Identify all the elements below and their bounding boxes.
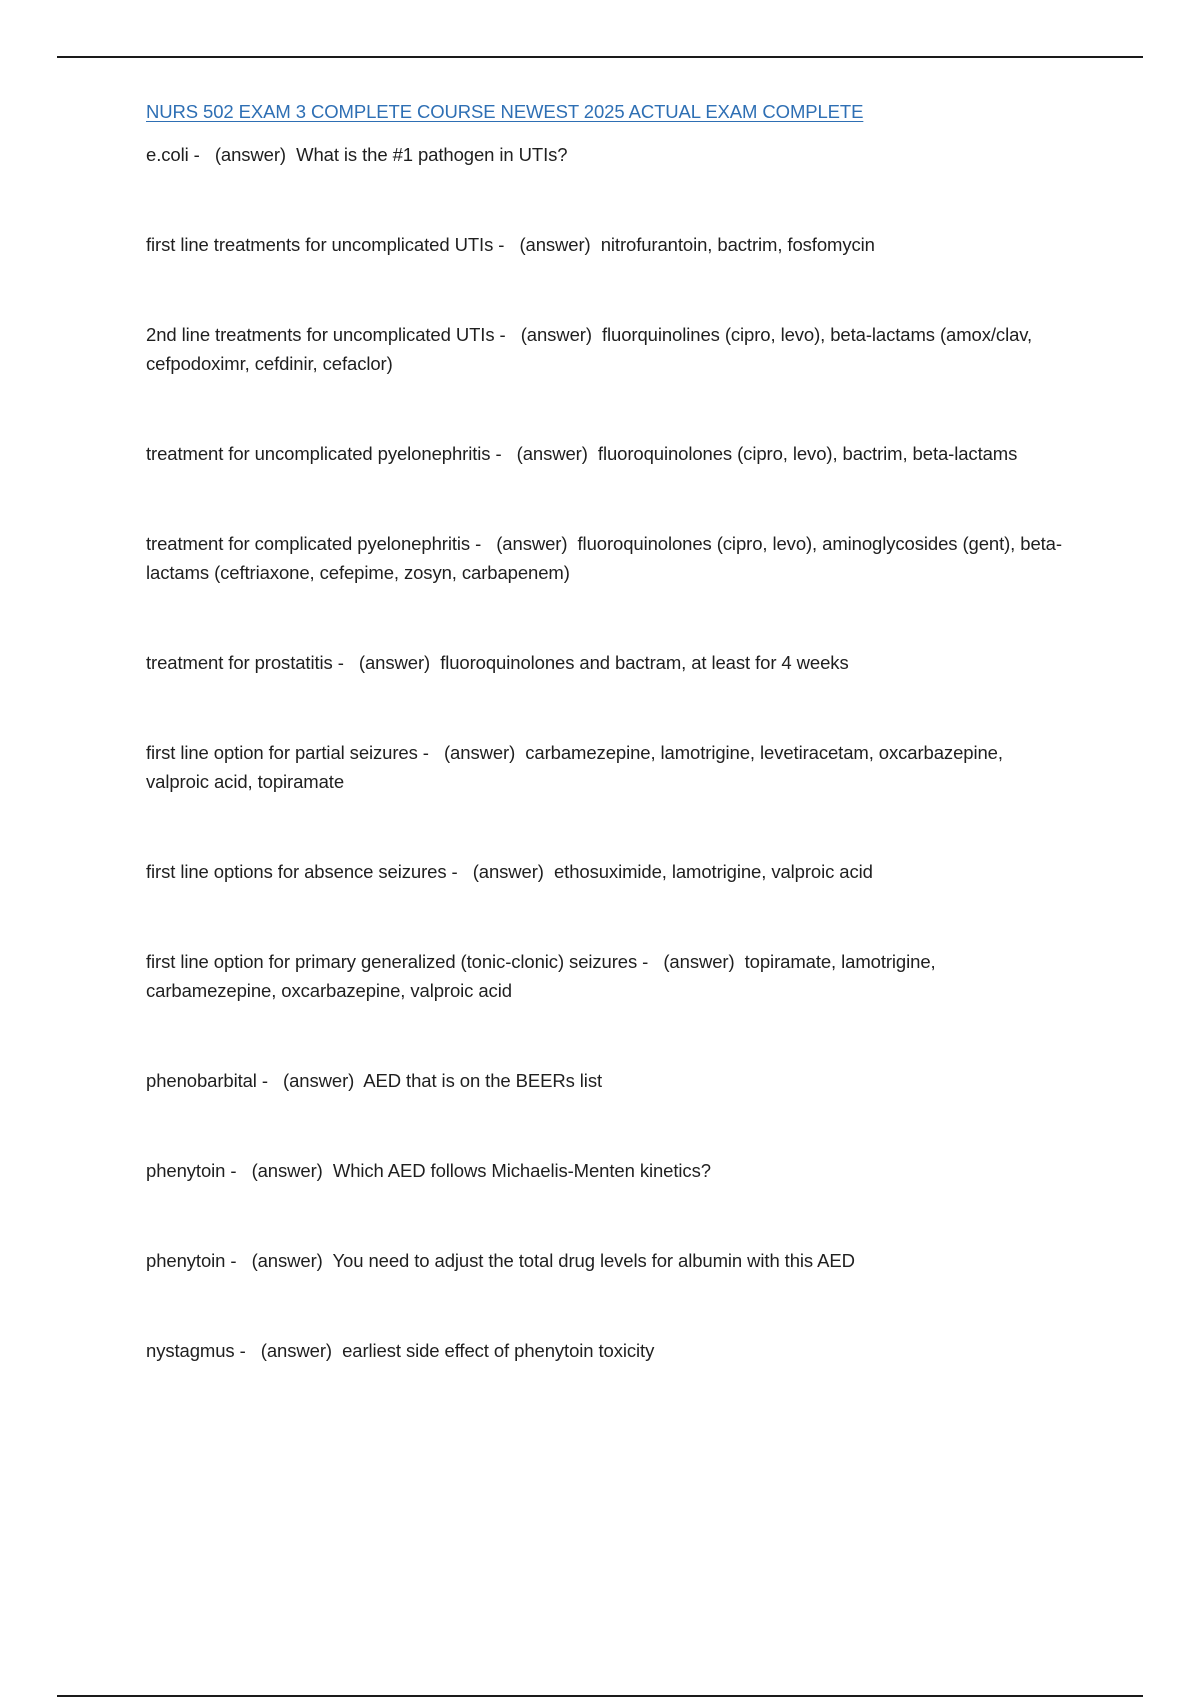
document-body bbox=[146, 98, 1066, 1426]
card-term: first line option for primary generalized (tonic-clonic) seizures - bbox=[146, 951, 649, 972]
card-definition: topiramate, lamotrigine, carbamezepine, oxcarbazepine, valproic acid bbox=[146, 951, 936, 1001]
card-term: nystagmus - bbox=[146, 1340, 246, 1361]
card-definition: earliest side effect of phenytoin toxicity bbox=[342, 1340, 655, 1361]
card-term: first line option for partial seizures - bbox=[146, 742, 429, 763]
card-term: 2nd line treatments for uncomplicated UTIs - bbox=[146, 324, 506, 345]
flashcard-item bbox=[146, 1246, 1066, 1275]
flashcard-item bbox=[146, 439, 1066, 468]
answer-marker: (answer) bbox=[472, 861, 544, 882]
card-term: treatment for complicated pyelonephritis - bbox=[146, 533, 482, 554]
answer-marker: (answer) bbox=[358, 652, 431, 673]
card-definition: You need to adjust the total drug levels for albumin with this AED bbox=[332, 1250, 855, 1271]
answer-marker: (answer) bbox=[283, 1070, 355, 1091]
card-definition: carbamezepine, lamotrigine, levetiracetam, oxcarbazepine, valproic acid, topiramate bbox=[146, 742, 1003, 792]
answer-marker: (answer) bbox=[251, 1160, 323, 1181]
card-definition: fluorquinolines (cipro, levo), beta-lactams (amox/clav, cefpodoximr, cefdinir, cefaclor) bbox=[146, 324, 1033, 374]
flashcard-item bbox=[146, 947, 1066, 1005]
flashcard-item bbox=[146, 857, 1066, 886]
flashcard-item bbox=[146, 140, 1066, 169]
card-term: phenytoin - bbox=[146, 1160, 237, 1181]
answer-marker: (answer) bbox=[260, 1340, 332, 1361]
flashcard-item bbox=[146, 529, 1066, 587]
card-definition: ethosuximide, lamotrigine, valproic acid bbox=[553, 861, 873, 882]
card-term: first line treatments for uncomplicated UTIs - bbox=[146, 234, 505, 255]
answer-marker: (answer) bbox=[663, 951, 735, 972]
card-definition: fluoroquinolones (cipro, levo), aminoglycosides (gent), beta-lactams (ceftriaxone, cefepime, zosyn, carbapenem) bbox=[146, 533, 1062, 583]
flashcard-item bbox=[146, 320, 1066, 378]
answer-marker: (answer) bbox=[519, 234, 591, 255]
flashcard-item bbox=[146, 1066, 1066, 1095]
header-rule bbox=[57, 56, 1143, 58]
card-term: phenytoin - bbox=[146, 1250, 237, 1271]
card-definition: fluoroquinolones and bactram, at least for 4 weeks bbox=[440, 652, 849, 673]
flashcard-item bbox=[146, 1156, 1066, 1185]
card-definition: nitrofurantoin, bactrim, fosfomycin bbox=[600, 234, 875, 255]
answer-marker: (answer) bbox=[496, 533, 568, 554]
card-term: e.coli - bbox=[146, 144, 200, 165]
answer-marker: (answer) bbox=[516, 443, 588, 464]
card-term: first line options for absence seizures - bbox=[146, 861, 458, 882]
answer-marker: (answer) bbox=[520, 324, 592, 345]
document-title[interactable]: NURS 502 EXAM 3 COMPLETE COURSE NEWEST 2025 ACTUAL EXAM COMPLETE bbox=[146, 101, 864, 122]
answer-marker: (answer) bbox=[214, 144, 286, 165]
answer-marker: (answer) bbox=[251, 1250, 323, 1271]
footer-rule bbox=[57, 1695, 1143, 1697]
flashcard-item bbox=[146, 738, 1066, 796]
card-definition: What is the #1 pathogen in UTIs? bbox=[296, 144, 568, 165]
flashcard-item bbox=[146, 648, 1066, 677]
flashcard-item bbox=[146, 230, 1066, 259]
answer-marker: (answer) bbox=[444, 742, 516, 763]
card-term: treatment for uncomplicated pyelonephritis - bbox=[146, 443, 502, 464]
card-term: phenobarbital - bbox=[146, 1070, 268, 1091]
card-definition: AED that is on the BEERs list bbox=[363, 1070, 603, 1091]
card-definition: fluoroquinolones (cipro, levo), bactrim, beta-lactams bbox=[597, 443, 1018, 464]
card-term: treatment for prostatitis - bbox=[146, 652, 344, 673]
card-definition: Which AED follows Michaelis-Menten kinetics? bbox=[332, 1160, 711, 1181]
flashcard-item bbox=[146, 1336, 1066, 1365]
